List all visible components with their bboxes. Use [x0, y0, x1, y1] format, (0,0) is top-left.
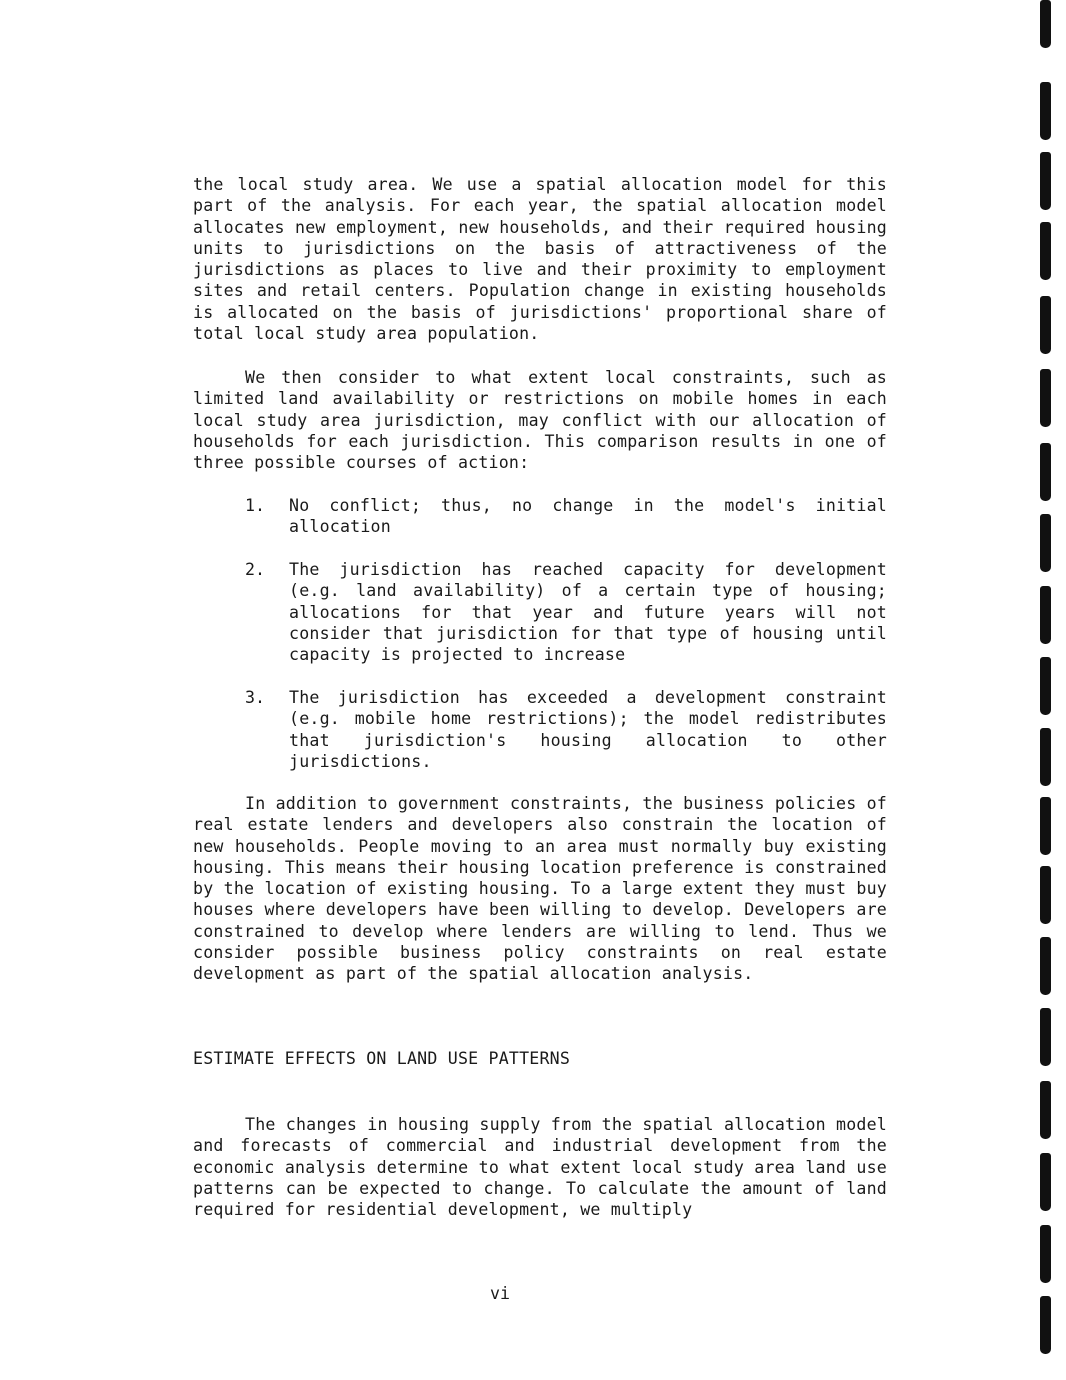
section-heading: ESTIMATE EFFECTS ON LAND USE PATTERNS — [193, 1049, 571, 1068]
binding-mark — [1040, 514, 1051, 572]
binding-mark — [1040, 222, 1051, 280]
binding-mark — [1040, 1081, 1051, 1139]
binding-holes-strip — [1036, 0, 1066, 1380]
list-item-text: No conflict; thus, no change in the model's initial allocation — [289, 496, 887, 537]
binding-mark — [1040, 1296, 1051, 1354]
list-item-text: The jurisdiction has reached capacity for development (e.g. land availability) of a certain type of housing; allocations for that year and future years will not consider that jurisdiction for that type of housing until capacity is projected to increase — [289, 560, 887, 665]
binding-mark — [1040, 0, 1051, 48]
binding-mark — [1040, 797, 1051, 855]
paragraph-local-constraints: We then consider to what extent local constraints, such as limited land availability or restrictions on mobile homes in each local study area jurisdiction, may conflict with our allocation of households for each jurisdiction. This comparison results in one of three possible courses of action: — [193, 368, 887, 473]
binding-mark — [1040, 152, 1051, 210]
list-item — [245, 495, 887, 538]
list-item-number: 3. — [245, 688, 265, 707]
binding-mark — [1040, 1008, 1051, 1066]
list-item-number: 2. — [245, 560, 265, 579]
binding-mark — [1040, 82, 1051, 140]
binding-mark — [1040, 728, 1051, 786]
page-number: vi — [490, 1284, 510, 1303]
paragraph-land-use: The changes in housing supply from the spatial allocation model and forecasts of commercial and industrial development from the economic analysis determine to what extent local study area land use patterns can be expected to change. To calculate the amount of land required for residential development, we multiply — [193, 1115, 887, 1220]
binding-mark — [1040, 937, 1051, 995]
binding-mark — [1040, 1153, 1051, 1211]
list-item — [245, 687, 887, 772]
binding-mark — [1040, 657, 1051, 715]
binding-mark — [1040, 443, 1051, 501]
paragraph-continuation: the local study area. We use a spatial allocation model for this part of the analysis. For each year, the spatial allocation model allocates new employment, new households, and their required housing units to jurisdictions on the basis of attractiveness of the jurisdictions as places to live and their proximity to employment sites and retail centers. Population change in existing households is allocated on the basis of jurisdictions' proportional share of total local study area population. — [193, 175, 887, 344]
list-item-text: The jurisdiction has exceeded a development constraint (e.g. mobile home restrictions); the model redistributes that jurisdiction's housing allocation to other jurisdictions. — [289, 688, 887, 771]
binding-mark — [1040, 586, 1051, 644]
paragraph-business-policies: In addition to government constraints, the business policies of real estate lenders and developers also constrain the location of new households. People moving to an area must normally buy existing housing. This means their housing location preference is constrained by the location of existing housing. To a large extent they must buy houses where developers have been willing to develop. Developers are constrained to develop where lenders are willing to lend. Thus we consider possible business policy constraints on real estate development as part of the spatial allocation analysis. — [193, 794, 887, 984]
binding-mark — [1040, 1225, 1051, 1283]
list-item — [245, 559, 887, 665]
binding-mark — [1040, 866, 1051, 924]
binding-mark — [1040, 369, 1051, 427]
list-item-number: 1. — [245, 496, 265, 515]
binding-mark — [1040, 296, 1051, 354]
